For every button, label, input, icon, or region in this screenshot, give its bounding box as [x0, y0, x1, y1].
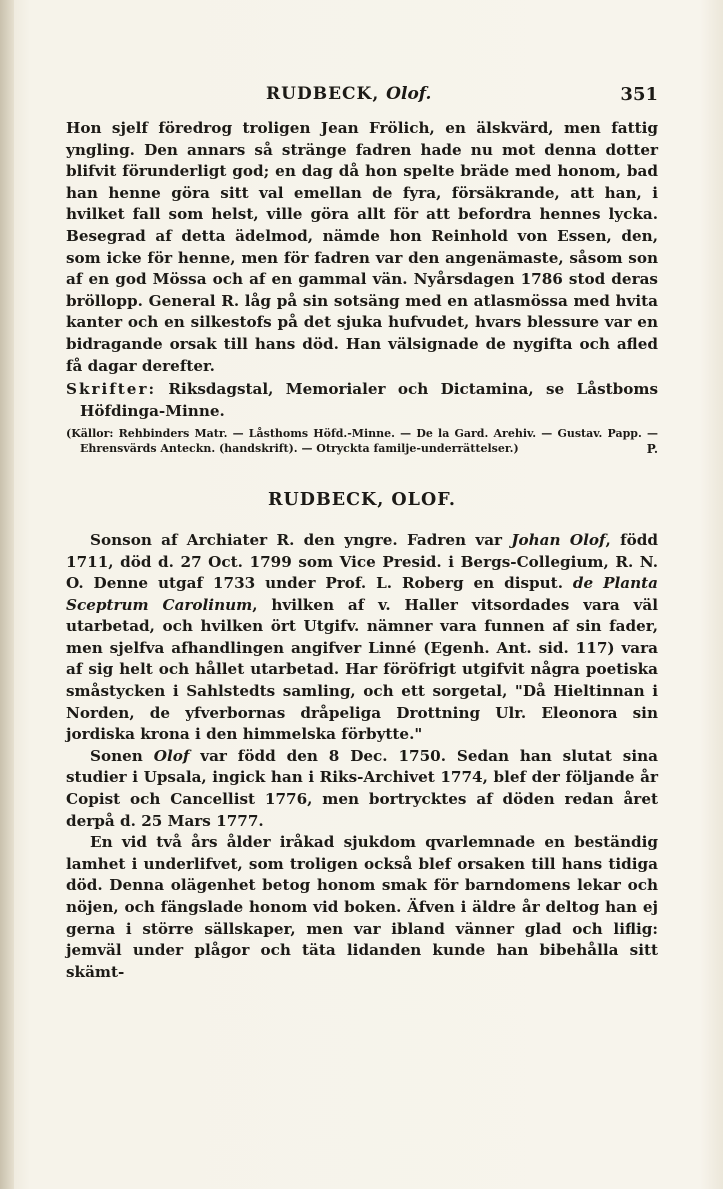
kallor-label: (Källor: [66, 427, 114, 441]
paragraph-son [66, 746, 658, 832]
italic-name: Olof [153, 746, 190, 765]
author-signature: P. [646, 442, 658, 457]
book-spine-shadow [0, 0, 14, 1189]
running-head-forename: Olof. [386, 84, 432, 104]
section-title: RUDBECK, OLOF. [268, 490, 456, 511]
paragraph-illness: En vid två års ålder iråkad sjukdom qvarlemnade en beständig lamhet i underlifvet, som troligen också blef orsaken till hans tidiga död. Denna olägenhet betog honom smak för barndomens lekar och nöjen, och fängslade honom vid boken. Äfven i äldre år deltog han ej gerna i större sällskaper, men var ibland vänner glad och liflig: jemväl under plågor och täta lidanden kunde han bibehålla sitt skämt- [66, 833, 658, 981]
running-head-surname: RUDBECK, [266, 84, 380, 104]
paragraph-family [66, 530, 658, 746]
page-number: 351 [620, 84, 658, 105]
text-run: Sonson af Archiater R. den yngre. Fadren var [90, 530, 512, 549]
body-text [66, 118, 658, 983]
text-run: var född den 8 Dec. 1750. Sedan han slutat sina studier i Upsala, ingick han i Riks-Archivet 1774, blef der följande år Copist och Cancellist 1776, men bortrycktes af döden redan året derpå d. 25 Mars 1777. [66, 746, 658, 830]
text-run: , född 1711, död d. 27 Oct. 1799 som Vice Presid. i Bergs-Collegium, R. N. O. Denne utgaf 1733 under Prof. L. Roberg en disput. [66, 530, 658, 593]
paragraph-continued: Hon sjelf föredrog troligen Jean Frölich, en älskvärd, men fattig yngling. Den annars så stränge fadren hade nu mot denna dotter blifvit förunderligt god; en dag då hon spelte bräde med honom, bad han henne göra sitt val emellan de fyra, försäkrande, att han, i hvilket fall som helst, ville göra allt för att befordra hennes lycka. Besegrad af detta ädelmod, nämde hon Reinhold von Essen, den, som icke för henne, men för fadren var den angenämaste, såsom son af en god Mössa och af en gammal vän. Nyårsdagen 1786 stod deras bröllopp. General R. låg på sin sotsäng med en atlasmössa med hvita kanter och en silkestofs på det sjuka hufvudet, hvars blessure var en bidragande orsak till hans död. Han välsignade de nygifta och afled få dagar derefter. [66, 119, 658, 375]
text-run: Sonen [90, 746, 154, 765]
page-header [66, 84, 658, 110]
skrifter-note [66, 379, 658, 422]
kallor-text: Rehbinders Matr. — Låsthoms Höfd.-Minne. — De la Gard. Arehiv. — Gustav. Papp. — Ehrensvärds Anteckn. (handskrift). — Otryckta familje-underrättelser.) [80, 427, 658, 456]
skrifter-text: Riksdagstal, Memorialer och Dictamina, se Låstboms Höfdinga-Minne. [80, 380, 658, 420]
text-run: , hvilken af v. Haller vitsordades vara väl utarbetad, och hvilken ört Utgifv. nämner vara funnen af sin fader, men sjelfva afhandlingen angifver Linné (Egenh. Ant. sid. 117) vara af sig helt och hållet utarbetad. Har föröfrigt utgifvit några poetiska småstycken i Sahlstedts samling, och ett sorgetal, "Då Hieltinnan i Norden, de yfverbornas dråpeliga Drottning Ulr. Eleonora sin jordiska krona i den himmelska förbytte." [66, 595, 658, 744]
running-head [266, 84, 431, 104]
italic-title: de Planta Sceptrum Carolinum [66, 574, 658, 614]
italic-name: Johan Olof [511, 530, 606, 549]
skrifter-label: Skrifter: [66, 380, 157, 399]
